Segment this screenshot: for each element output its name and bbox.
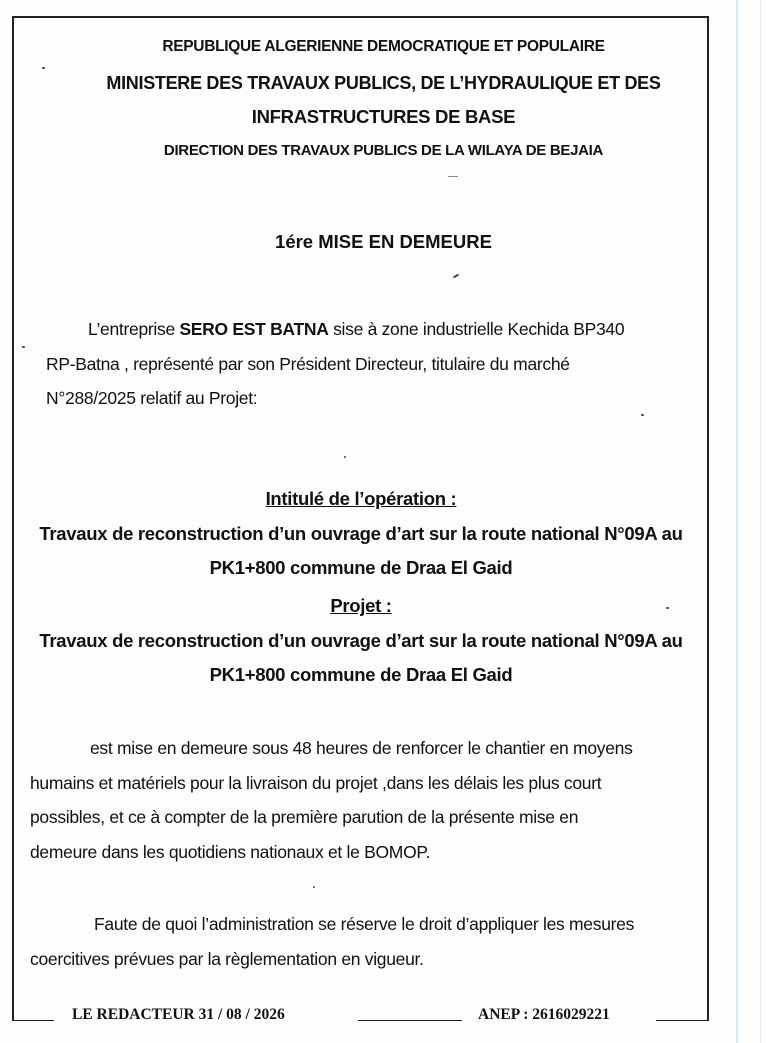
closing-line-2: coercitives prévues par la règlementation en vigueur. bbox=[30, 948, 424, 969]
operation-line-2: PK1+800 commune de Draa El Gaid bbox=[209, 557, 513, 578]
document-title: 1ére MISE EN DEMEURE bbox=[275, 231, 492, 252]
closing-line-1: Faute de quoi l’administration se réserve le droit d’appliquer les mesures bbox=[94, 914, 635, 934]
body-paragraph bbox=[30, 731, 710, 869]
body-line-2: humains et matériels pour la livraison du projet ,dans les délais les plus court bbox=[30, 772, 602, 793]
footer-anep: ANEP : 2616029221 bbox=[478, 1006, 610, 1023]
header-ministry-cont: INFRASTRUCTURES DE BASE bbox=[251, 106, 516, 127]
intro-paragraph bbox=[46, 312, 706, 416]
project-label bbox=[0, 595, 722, 617]
body-line-3: possibles, et ce à compter de la première parution de la présente mise en bbox=[30, 807, 579, 827]
scan-speck bbox=[448, 176, 458, 177]
header-ministry: MINISTERE DES TRAVAUX PUBLICS, DE L’HYDRAULIQUE ET DES bbox=[106, 73, 661, 93]
project-line-2: PK1+800 commune de Draa El Gaid bbox=[209, 664, 513, 685]
scan-speck bbox=[344, 456, 346, 458]
closing-paragraph bbox=[30, 907, 710, 976]
scan-speck bbox=[22, 346, 25, 348]
body-line-1: est mise en demeure sous 48 heures de renforcer le chantier en moyens bbox=[90, 738, 633, 758]
scan-speck bbox=[313, 886, 315, 888]
intro-line-3: N°288/2025 relatif au Projet: bbox=[46, 388, 258, 408]
intro-line-1-rest: sise à zone industrielle Kechida BP340 bbox=[328, 319, 625, 339]
scan-speck bbox=[641, 414, 644, 416]
project-line-1: Travaux de reconstruction d’un ouvrage d’art sur la route national N°09A au bbox=[39, 630, 683, 651]
operation-label-text: Intitulé de l’opération : bbox=[265, 488, 457, 509]
intro-line-1 bbox=[46, 312, 706, 347]
header-republic: REPUBLIQUE ALGERIENNE DEMOCRATIQUE ET POPULAIRE bbox=[162, 38, 605, 55]
operation-label bbox=[0, 488, 722, 510]
intro-prefix: L’entreprise bbox=[88, 319, 180, 339]
scan-speck bbox=[666, 607, 669, 609]
footer-redacteur: LE REDACTEUR 31 / 08 / 2026 bbox=[72, 1006, 285, 1023]
document-frame bbox=[12, 16, 709, 1020]
footer bbox=[0, 1006, 767, 1030]
scan-speck bbox=[42, 67, 45, 69]
footer-rule bbox=[358, 1020, 462, 1021]
header-direction: DIRECTION DES TRAVAUX PUBLICS DE LA WILAYA DE BEJAIA bbox=[163, 142, 604, 159]
operation-line-1: Travaux de reconstruction d’un ouvrage d’art sur la route national N°09A au bbox=[39, 523, 683, 544]
footer-rule bbox=[656, 1020, 709, 1021]
body-line-4: demeure dans les quotidiens nationaux et le BOMOP. bbox=[30, 841, 431, 862]
intro-line-2: RP-Batna , représenté par son Président Directeur, titulaire du marché bbox=[46, 353, 570, 374]
footer-rule bbox=[12, 1020, 54, 1021]
project-label-text: Projet : bbox=[330, 595, 392, 616]
company-name: SERO EST BATNA bbox=[179, 319, 329, 339]
